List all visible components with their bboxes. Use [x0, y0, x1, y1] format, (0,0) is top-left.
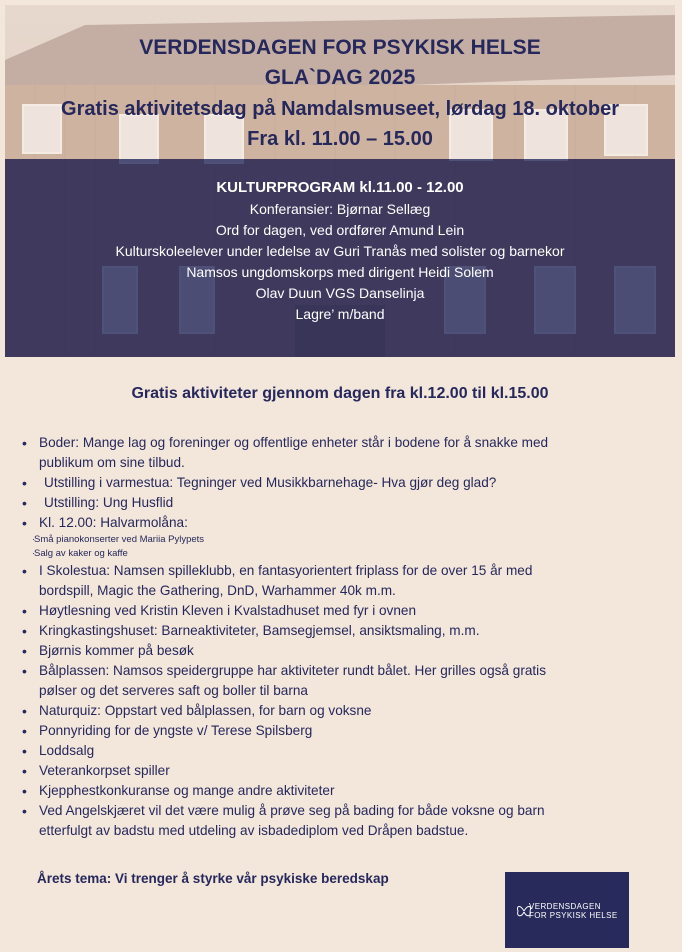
list-item: • Bålplassen: Namsos speidergruppe har aktiviteter rundt bålet. Her grilles også gratis [19, 661, 631, 681]
event-subtitle: GLA`DAG 2025 [264, 66, 416, 89]
program-line: Konferansier: Bjørnar Sellæg [249, 201, 431, 217]
list-item: • I Skolestua: Namsen spilleklubb, en fantasyorientert friplass for de over 15 år med [19, 561, 631, 581]
logo-line: FOR PSYKISK HELSE [529, 911, 618, 920]
list-item-continuation: bordspill, Magic the Gathering, DnD, Warhammer 40k m.m. [39, 583, 396, 598]
activities-list [19, 433, 631, 841]
list-item: • Boder: Mange lag og foreninger og offentlige enheter står i bodene for å snakke med [19, 433, 631, 453]
logo-text [529, 902, 618, 920]
list-item: • Utstilling i varmestua: Tegninger ved Musikkbarnehage- Hva gjør deg glad? [19, 473, 631, 493]
event-title: VERDENSDAGEN FOR PSYKISK HELSE [139, 36, 541, 59]
program-line: Namsos ungdomskorps med dirigent Heidi Solem [186, 264, 494, 280]
activities-title: Gratis aktiviteter gjennom dagen fra kl.12.00 til kl.15.00 [131, 385, 549, 402]
list-item: • Ponnyriding for de yngste v/ Terese Spilsberg [19, 721, 631, 741]
hero-section [5, 5, 675, 357]
program-line: Kulturskoleelever under ledelse av Guri Tranås med solister og barnekor [115, 243, 565, 259]
list-item-continuation: etterfulgt av badstu med utdeling av isbadediplom ved Dråpen badstue. [39, 823, 469, 838]
culture-program [5, 177, 675, 325]
list-item: • Høytlesning ved Kristin Kleven i Kvalstadhuset med fyr i ovnen [19, 601, 631, 621]
list-item: • Ved Angelskjæret vil det være mulig å prøve seg på bading for både voksne og barn [19, 801, 631, 821]
hero-heading [5, 33, 675, 154]
event-description: Gratis aktivitetsdag på Namdalsmuseet, lørdag 18. oktober [61, 98, 619, 120]
organization-logo [505, 872, 629, 948]
sub-list-item: · Små pianokonserter ved Mariia Pylypets [19, 533, 631, 547]
list-item: • Naturquiz: Oppstart ved bålplassen, for barn og voksne [19, 701, 631, 721]
logo-line: VERDENSDAGEN [529, 902, 601, 911]
program-line: Lagre’ m/band [295, 306, 385, 322]
program-line: Olav Duun VGS Danselinja [255, 285, 425, 301]
year-theme: Årets tema: Vi trenger å styrke vår psykiske beredskap [37, 871, 389, 886]
program-heading: KULTURPROGRAM kl.11.00 - 12.00 [216, 179, 464, 196]
list-item: • Utstilling: Ung Husflid [19, 493, 631, 513]
event-time: Fra kl. 11.00 – 15.00 [247, 128, 433, 150]
list-item-continuation: publikum om sine tilbud. [39, 455, 185, 470]
list-item: • Veterankorpset spiller [19, 761, 631, 781]
list-item: • Kjepphestkonkuranse og mange andre aktiviteter [19, 781, 631, 801]
list-item: • Loddsalg [19, 741, 631, 761]
list-item: • Kringkastingshuset: Barneaktiviteter, Bamsegjemsel, ansiktsmaling, m.m. [19, 621, 631, 641]
sub-list-item: · Salg av kaker og kaffe [19, 547, 631, 561]
list-item-continuation: pølser og det serveres saft og boller til barna [39, 683, 308, 698]
program-line: Ord for dagen, ved ordfører Amund Lein [215, 222, 465, 238]
poster [5, 5, 675, 949]
list-item: • Kl. 12.00: Halvarmolåna: [19, 513, 631, 533]
list-item: • Bjørnis kommer på besøk [19, 641, 631, 661]
